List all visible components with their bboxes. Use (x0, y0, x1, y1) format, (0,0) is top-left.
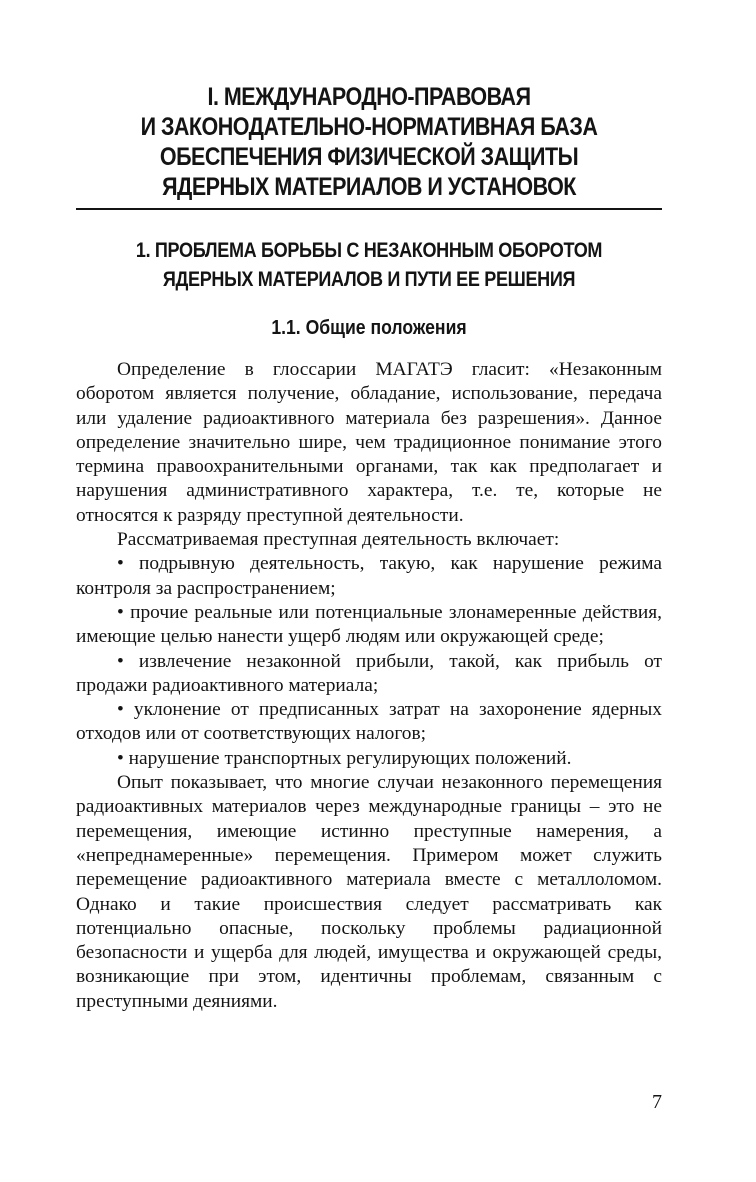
body-text (76, 358, 662, 1014)
paragraph: Опыт показывает, что многие случаи незаконного перемещения радиоактивных материалов через международные границы – это не перемещения, имеющие истинно преступные намерения, а «непреднамеренные» перемещения. Примером может служить перемещение радиоактивного материала вместе с металлоломом. Однако и такие происшествия следует рассматривать как потенциально опасные, поскольку проблемы радиационной безопасности и ущерба для людей, имущества и окружающей среды, возникающие при этом, идентичны проблемам, связанным с преступными деяниями. (76, 772, 662, 1012)
list-item: • извлечение незаконной прибыли, такой, как прибыль от продажи радиоактивного материала; (76, 650, 662, 696)
title-divider (76, 208, 662, 210)
section-title-line: 1. ПРОБЛЕМА БОРЬБЫ С НЕЗАКОННЫМ ОБОРОТОМ (135, 239, 603, 262)
list-item: • прочие реальные или потенциальные злонамеренные действия, имеющие целью нанести ущерб людям или окружающей среде; (76, 601, 662, 648)
list-item: • нарушение транспортных регулирующих положений. (117, 747, 572, 769)
paragraph: Рассматриваемая преступная деятельность включает: (117, 529, 560, 551)
chapter-title-line: И ЗАКОНОДАТЕЛЬНО-НОРМАТИВНАЯ БАЗА (140, 113, 598, 141)
list-item: • подрывную деятельность, такую, как нарушение режима контроля за распространением; (76, 553, 662, 599)
list-item: • уклонение от предписанных затрат на захоронение ядерных отходов или от соответствующих налогов; (76, 699, 662, 745)
subsection-title: 1.1. Общие положения (271, 317, 467, 339)
section-title-line: ЯДЕРНЫХ МАТЕРИАЛОВ И ПУТИ ЕЕ РЕШЕНИЯ (162, 268, 576, 291)
chapter-title-line: ЯДЕРНЫХ МАТЕРИАЛОВ И УСТАНОВОК (162, 173, 576, 201)
chapter-title-line: ОБЕСПЕЧЕНИЯ ФИЗИЧЕСКОЙ ЗАЩИТЫ (159, 143, 579, 171)
section-title (117, 236, 621, 294)
book-page (76, 0, 662, 1182)
chapter-title (117, 82, 621, 202)
paragraph: Определение в глоссарии МАГАТЭ гласит: «Незаконным оборотом является получение, обладание, использование, передача или удаление радиоактивного материала без разрешения». Данное определение значительно шире, чем традиционное понимание этого термина правоохранительными органами, так как предполагает и нарушения административного характера, т.е. те, которые не относятся к разряду преступной деятельности. (76, 359, 662, 526)
page-number: 7 (652, 1091, 662, 1113)
chapter-title-line: I. МЕЖДУНАРОДНО-ПРАВОВАЯ (207, 83, 531, 111)
